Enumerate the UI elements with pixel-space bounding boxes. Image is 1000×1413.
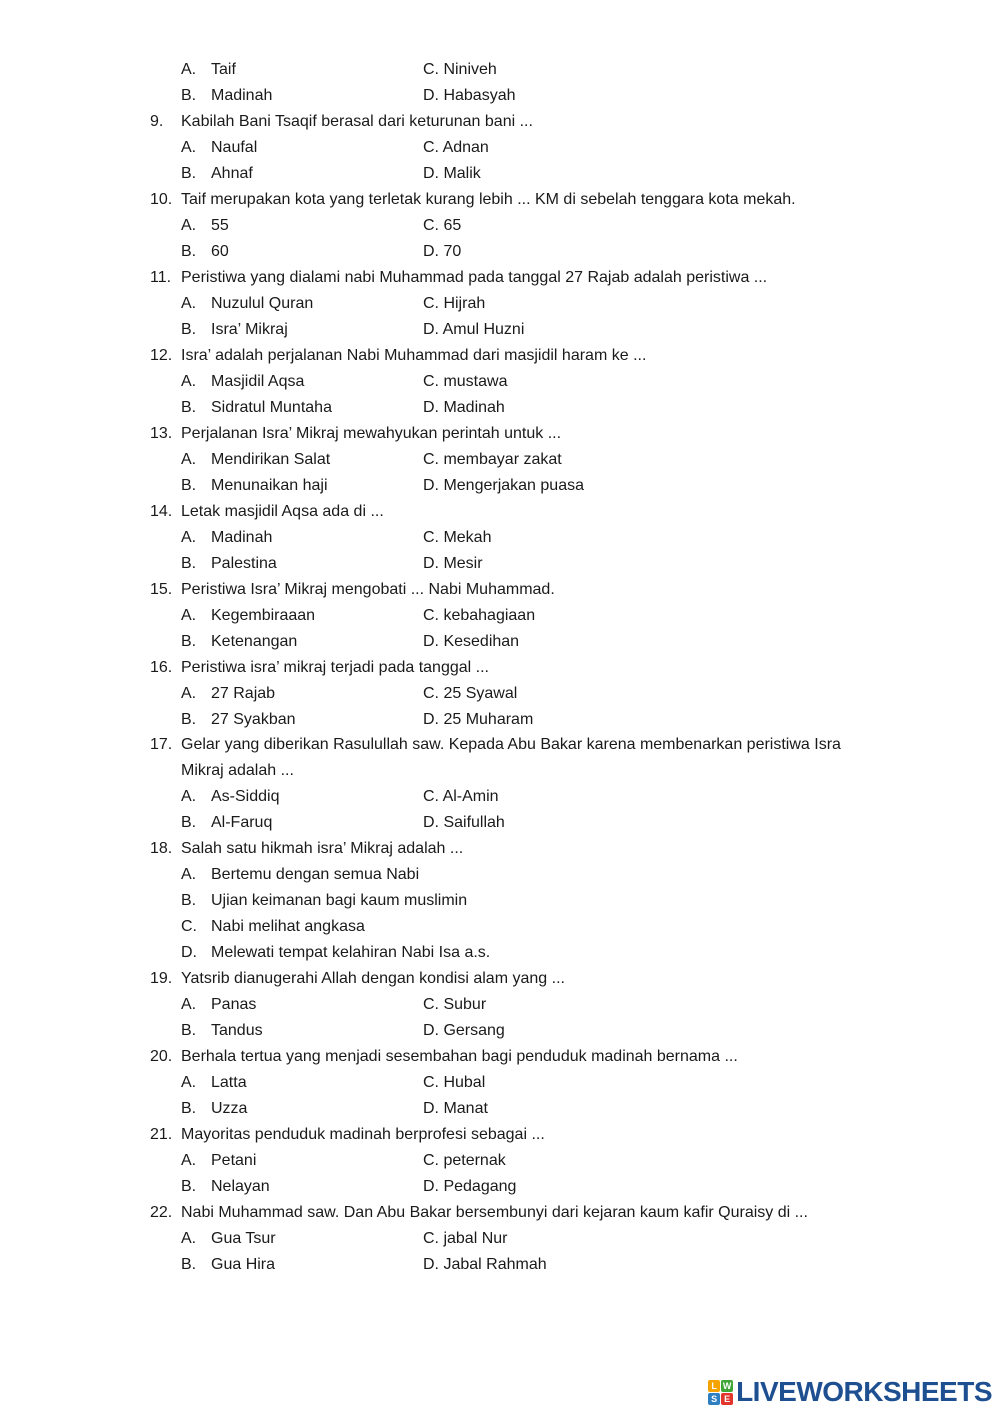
option-text: D. Malik xyxy=(423,164,481,182)
option-text: Madinah xyxy=(211,86,273,104)
option-text: Latta xyxy=(211,1074,247,1092)
option-letter: A. xyxy=(181,61,197,78)
question-text: Mikraj adalah ... xyxy=(181,762,294,780)
option-letter: B. xyxy=(181,398,197,416)
option-row xyxy=(0,57,1000,83)
question-number: 22. xyxy=(150,1204,173,1222)
question-text: Peristiwa yang dialami nabi Muhammad pada tanggal 27 Rajab adalah peristiwa ... xyxy=(181,268,768,286)
option-letter: A. xyxy=(181,372,197,390)
option-row xyxy=(0,784,1000,810)
question-row xyxy=(0,343,1000,369)
question-text: Taif merupakan kota yang terletak kurang lebih ... KM di sebelah tenggara kota mekah. xyxy=(181,190,796,208)
option-text: Melewati tempat kelahiran Nabi Isa a.s. xyxy=(211,944,491,962)
question-row xyxy=(0,1044,1000,1070)
option-row xyxy=(0,239,1000,265)
option-text: Al-Faruq xyxy=(211,814,273,832)
option-row xyxy=(0,551,1000,577)
option-letter: A. xyxy=(181,216,197,234)
option-row xyxy=(0,1174,1000,1200)
option-text: Kegembiraaan xyxy=(211,606,316,624)
option-text: 60 xyxy=(211,242,229,260)
option-row xyxy=(0,1018,1000,1044)
logo-text: LIVEWORKSHEETS xyxy=(736,1376,992,1407)
option-row xyxy=(0,83,1000,109)
option-row xyxy=(0,629,1000,655)
option-row xyxy=(0,161,1000,187)
option-text: C. peternak xyxy=(423,1152,506,1170)
question-text: Letak masjidil Aqsa ada di ... xyxy=(181,502,384,520)
option-row xyxy=(0,447,1000,473)
option-letter: A. xyxy=(181,606,197,624)
option-row xyxy=(0,1148,1000,1174)
option-text: C. Al-Amin xyxy=(423,788,499,806)
question-number: 16. xyxy=(150,658,173,676)
option-text: C. jabal Nur xyxy=(423,1230,508,1248)
option-row xyxy=(0,473,1000,499)
question-text: Berhala tertua yang menjadi sesembahan bagi penduduk madinah bernama ... xyxy=(181,1048,738,1066)
option-letter: B. xyxy=(181,320,197,338)
question-row xyxy=(0,655,1000,681)
question-text: Kabilah Bani Tsaqif berasal dari keturunan bani ... xyxy=(181,112,533,130)
option-letter: B. xyxy=(181,892,197,910)
option-text: C. 65 xyxy=(423,216,462,234)
option-text: 55 xyxy=(211,216,229,234)
option-text: D. Pedagang xyxy=(423,1178,517,1196)
option-text: C. Hijrah xyxy=(423,294,486,312)
option-row xyxy=(0,135,1000,161)
option-text: Ujian keimanan bagi kaum muslimin xyxy=(211,892,468,910)
question-row xyxy=(0,1200,1000,1226)
option-text: 27 Rajab xyxy=(211,684,276,702)
liveworksheets-mark-icon xyxy=(708,1380,733,1405)
option-text: Masjidil Aqsa xyxy=(211,372,305,390)
option-text: D. Mengerjakan puasa xyxy=(423,476,584,494)
option-row xyxy=(0,1096,1000,1122)
option-row xyxy=(0,317,1000,343)
question-text: Mayoritas penduduk madinah berprofesi sebagai ... xyxy=(181,1126,545,1144)
question-row xyxy=(0,187,1000,213)
question-row xyxy=(0,265,1000,291)
option-text: Taif xyxy=(211,61,236,78)
option-text: Uzza xyxy=(211,1100,248,1118)
question-row xyxy=(0,966,1000,992)
option-letter: C. xyxy=(181,918,197,936)
option-letter: A. xyxy=(181,866,197,884)
option-text: Nabi melihat angkasa xyxy=(211,918,365,936)
option-row xyxy=(0,888,1000,914)
question-number: 15. xyxy=(150,580,173,598)
question-number: 20. xyxy=(150,1048,173,1066)
option-row xyxy=(0,914,1000,940)
option-letter: A. xyxy=(181,1230,197,1248)
question-number: 10. xyxy=(150,190,173,208)
option-row xyxy=(0,707,1000,733)
option-letter: B. xyxy=(181,710,197,728)
option-text: D. Kesedihan xyxy=(423,632,520,650)
option-text: Ketenangan xyxy=(211,632,298,650)
question-row xyxy=(0,836,1000,862)
option-text: C. membayar zakat xyxy=(423,450,562,468)
question-text: Isra’ adalah perjalanan Nabi Muhammad dari masjidil haram ke ... xyxy=(181,346,647,364)
option-text: D. 70 xyxy=(423,242,462,260)
question-text: Yatsrib dianugerahi Allah dengan kondisi alam yang ... xyxy=(181,970,565,988)
question-text: Perjalanan Isra’ Mikraj mewahyukan perintah untuk ... xyxy=(181,424,562,442)
option-letter: A. xyxy=(181,684,197,702)
option-text: C. mustawa xyxy=(423,372,508,390)
question-number: 21. xyxy=(150,1126,173,1144)
option-row xyxy=(0,369,1000,395)
option-text: C. Mekah xyxy=(423,528,492,546)
question-number: 12. xyxy=(150,346,173,364)
option-text: C. Niniveh xyxy=(423,61,497,78)
option-row xyxy=(0,603,1000,629)
option-row xyxy=(0,1070,1000,1096)
option-letter: A. xyxy=(181,528,197,546)
question-number: 13. xyxy=(150,424,173,442)
option-row xyxy=(0,940,1000,966)
option-text: C. 25 Syawal xyxy=(423,684,518,702)
option-text: As-Siddiq xyxy=(211,788,280,806)
liveworksheets-logo xyxy=(708,1377,992,1407)
option-text: Petani xyxy=(211,1152,257,1170)
option-text: Gua Hira xyxy=(211,1256,276,1274)
option-text: D. 25 Muharam xyxy=(423,710,534,728)
option-text: Palestina xyxy=(211,554,277,572)
question-text: Salah satu hikmah isra’ Mikraj adalah ... xyxy=(181,840,464,858)
question-number: 9. xyxy=(150,112,164,130)
option-text: D. Habasyah xyxy=(423,86,516,104)
option-text: C. Hubal xyxy=(423,1074,486,1092)
option-text: Bertemu dengan semua Nabi xyxy=(211,866,420,884)
logo-mark-cell: W xyxy=(722,1380,732,1391)
option-letter: A. xyxy=(181,1152,197,1170)
option-row xyxy=(0,992,1000,1018)
option-row xyxy=(0,810,1000,836)
option-text: Nelayan xyxy=(211,1178,270,1196)
option-letter: A. xyxy=(181,450,197,468)
question-text: Gelar yang diberikan Rasulullah saw. Kepada Abu Bakar karena membenarkan peristiwa Isra xyxy=(181,736,841,754)
option-text: Naufal xyxy=(211,138,258,156)
option-text: C. kebahagiaan xyxy=(423,606,536,624)
option-text: D. Jabal Rahmah xyxy=(423,1256,547,1274)
option-text: D. Gersang xyxy=(423,1022,505,1040)
logo-mark-cell: E xyxy=(721,1393,733,1405)
option-letter: A. xyxy=(181,1074,197,1092)
option-text: Mendirikan Salat xyxy=(211,450,331,468)
option-text: Isra’ Mikraj xyxy=(211,320,288,338)
option-row xyxy=(0,1226,1000,1252)
option-text: C. Adnan xyxy=(423,138,489,156)
option-letter: D. xyxy=(181,944,197,962)
option-letter: A. xyxy=(181,788,197,806)
option-row xyxy=(0,681,1000,707)
option-letter: B. xyxy=(181,814,197,832)
question-number: 19. xyxy=(150,970,173,988)
option-text: Nuzulul Quran xyxy=(211,294,314,312)
option-text: Madinah xyxy=(211,528,273,546)
option-text: Menunaikan haji xyxy=(211,476,328,494)
option-text: Gua Tsur xyxy=(211,1230,276,1248)
option-text: Ahnaf xyxy=(211,164,253,182)
option-letter: B. xyxy=(181,554,197,572)
question-text: Peristiwa isra’ mikraj terjadi pada tanggal ... xyxy=(181,658,489,676)
option-letter: B. xyxy=(181,86,197,104)
logo-mark-cell: L xyxy=(708,1380,720,1392)
option-text: C. Subur xyxy=(423,996,487,1014)
option-row xyxy=(0,862,1000,888)
question-row xyxy=(0,1122,1000,1148)
logo-mark-cell: S xyxy=(708,1393,720,1405)
question-row xyxy=(0,499,1000,525)
question-text: Nabi Muhammad saw. Dan Abu Bakar bersembunyi dari kejaran kaum kafir Quraisy di ... xyxy=(181,1204,808,1222)
question-row xyxy=(0,732,1000,758)
option-letter: B. xyxy=(181,164,197,182)
option-row xyxy=(0,213,1000,239)
option-text: Panas xyxy=(211,996,257,1014)
option-text: D. Amul Huzni xyxy=(423,320,525,338)
option-letter: B. xyxy=(181,1100,197,1118)
option-row xyxy=(0,395,1000,421)
option-letter: A. xyxy=(181,996,197,1014)
question-number: 11. xyxy=(150,268,172,286)
option-text: D. Mesir xyxy=(423,554,483,572)
option-text: 27 Syakban xyxy=(211,710,296,728)
option-text: D. Manat xyxy=(423,1100,488,1118)
option-letter: B. xyxy=(181,632,197,650)
option-text: D. Madinah xyxy=(423,398,505,416)
option-letter: B. xyxy=(181,1256,197,1274)
option-letter: B. xyxy=(181,1178,197,1196)
option-row xyxy=(0,291,1000,317)
question-number: 18. xyxy=(150,840,173,858)
option-row xyxy=(0,525,1000,551)
question-text: Peristiwa Isra’ Mikraj mengobati ... Nabi Muhammad. xyxy=(181,580,555,598)
option-text: Tandus xyxy=(211,1022,263,1040)
option-row xyxy=(0,1252,1000,1278)
option-letter: A. xyxy=(181,138,197,156)
option-text: Sidratul Muntaha xyxy=(211,398,332,416)
question-continuation xyxy=(0,758,1000,784)
option-letter: A. xyxy=(181,294,197,312)
option-letter: B. xyxy=(181,242,197,260)
question-number: 17. xyxy=(150,736,173,754)
question-number: 14. xyxy=(150,502,173,520)
question-row xyxy=(0,421,1000,447)
option-letter: B. xyxy=(181,1022,197,1040)
question-row xyxy=(0,109,1000,135)
option-letter: B. xyxy=(181,476,197,494)
option-text: D. Saifullah xyxy=(423,814,505,832)
question-row xyxy=(0,577,1000,603)
